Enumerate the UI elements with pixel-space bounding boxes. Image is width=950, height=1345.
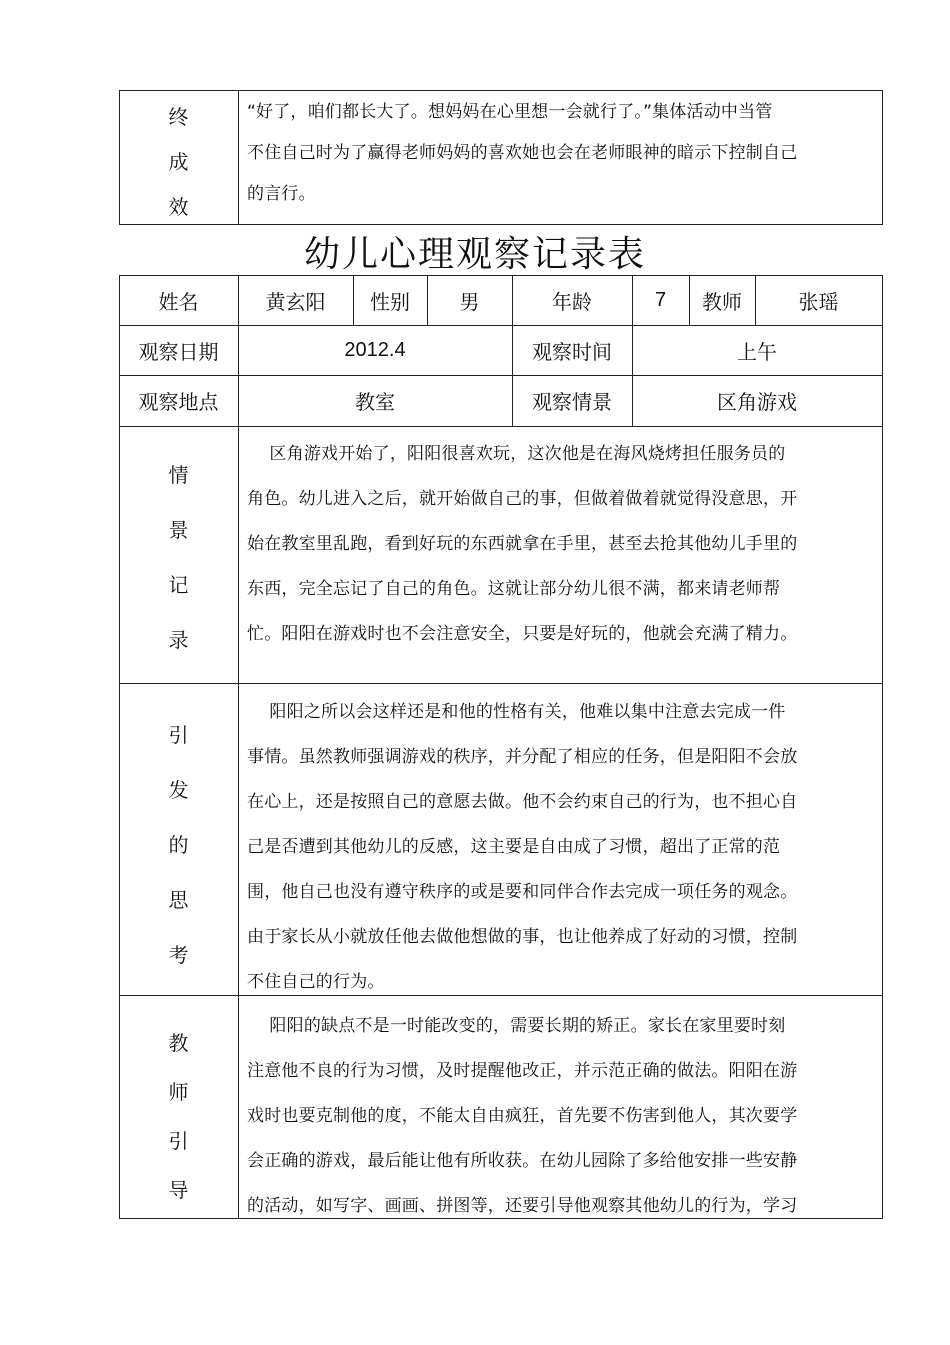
place-value: 教室 [355, 390, 395, 414]
reflection-label-char: 发 [168, 777, 189, 802]
time-value: 上午 [737, 339, 777, 364]
result-label [119, 95, 238, 225]
table-line [119, 683, 883, 684]
age-value: 7 [654, 288, 667, 311]
scene-label: 观察情景 [532, 390, 612, 414]
teacher-guidance-label-char: 引 [168, 1129, 189, 1153]
reflection-label-char: 的 [168, 832, 189, 857]
name-label: 姓名 [158, 289, 199, 314]
teacher-guidance-label-char: 导 [168, 1178, 189, 1202]
teacher-label: 教师 [702, 289, 742, 314]
result-label-char: 成 [168, 149, 189, 174]
age-label: 年龄 [552, 289, 592, 314]
reflection-label [119, 718, 238, 968]
scene-value: 区角游戏 [717, 390, 797, 414]
time-label: 观察时间 [532, 339, 612, 364]
reflection-label-char: 考 [168, 942, 189, 967]
teacher-guidance-label [119, 1025, 238, 1205]
name-value: 黄玄阳 [265, 289, 326, 314]
reflection-label-char: 思 [168, 887, 189, 912]
top-table-border-right [882, 90, 883, 225]
page-title: 幼儿心理观察记录表 [303, 234, 646, 275]
scene-record-text: 区角游戏开始了，阳阳很喜欢玩，这次他是在海风烧烤担任服务员的 角色。幼儿进入之后，就开始做自己的事，但做着做着就觉得没意思，开 始在教室里乱跑，看到好玩的东西就拿在手里，甚至去抢其他幼儿手里的 东西，完全忘记了自己的角色。这就让部分幼儿很不满，都来请老师帮 忙。阳阳在游戏时也不会注意安全，只要是好玩的，他就会充满了精力。 [247, 444, 798, 644]
scene-record-label-char: 景 [168, 518, 189, 542]
reflection-label-char: 引 [168, 722, 189, 747]
result-label-char: 终 [168, 104, 189, 129]
reflection-text: 阳阳之所以会这样还是和他的性格有关，他难以集中注意去完成一件 事情。虽然教师强调游戏的秩序，并分配了相应的任务，但是阳阳不会放 在心上，还是按照自己的意愿去做。他不会约束自己的行为，也不担心自 己是否遭到其他幼儿的反感，这主要是自由成了习惯，超出了正常的范 围，他自己也没有遵守秩序的或是要和同伴合作去完成一项任务的观念。 由于家长从小就放任他去做他想做的事，也让他养成了好动的习惯，控制 不住自己的行为。 [247, 702, 798, 992]
result-label-char: 效 [168, 194, 189, 219]
teacher-guidance-text: 阳阳的缺点不是一时能改变的，需要长期的矫正。家长在家里要时刻 注意他不良的行为习惯，及时提醒他改正，并示范正确的做法。阳阳在游 戏时也要克制他的度，不能太自由疯狂，首先要不伤害到他人，其次要学 会正确的游戏，最后能让他有所收获。在幼儿园除了多给他安排一些安静 的活动，如写字、画画、拼图等，还要引导他观察其他幼儿的行为，学习 [247, 1016, 798, 1216]
scene-record-label-char: 情 [168, 463, 189, 487]
gender-value: 男 [459, 289, 480, 314]
gender-label: 性别 [370, 289, 410, 314]
top-table-border-top [119, 90, 883, 91]
teacher-guidance-label-char: 师 [168, 1080, 189, 1104]
scene-record-label-char: 记 [168, 573, 189, 597]
top-table-divider [238, 90, 239, 225]
date-label: 观察日期 [138, 339, 219, 364]
scene-record-label-char: 录 [168, 628, 189, 652]
table-line [882, 275, 883, 1219]
result-text: “好了，咱们都长大了。想妈妈在心里想一会就行了。”集体活动中当管 不住自己时为了赢得老师妈妈的喜欢她也会在老师眼神的暗示下控制自己 的言行。 [247, 102, 798, 204]
teacher-guidance-label-char: 教 [168, 1031, 189, 1055]
place-label: 观察地点 [138, 390, 219, 414]
table-line [119, 426, 883, 427]
date-value: 2012.4 [344, 338, 406, 361]
scene-record-label [119, 456, 238, 656]
teacher-value: 张瑶 [798, 289, 839, 314]
